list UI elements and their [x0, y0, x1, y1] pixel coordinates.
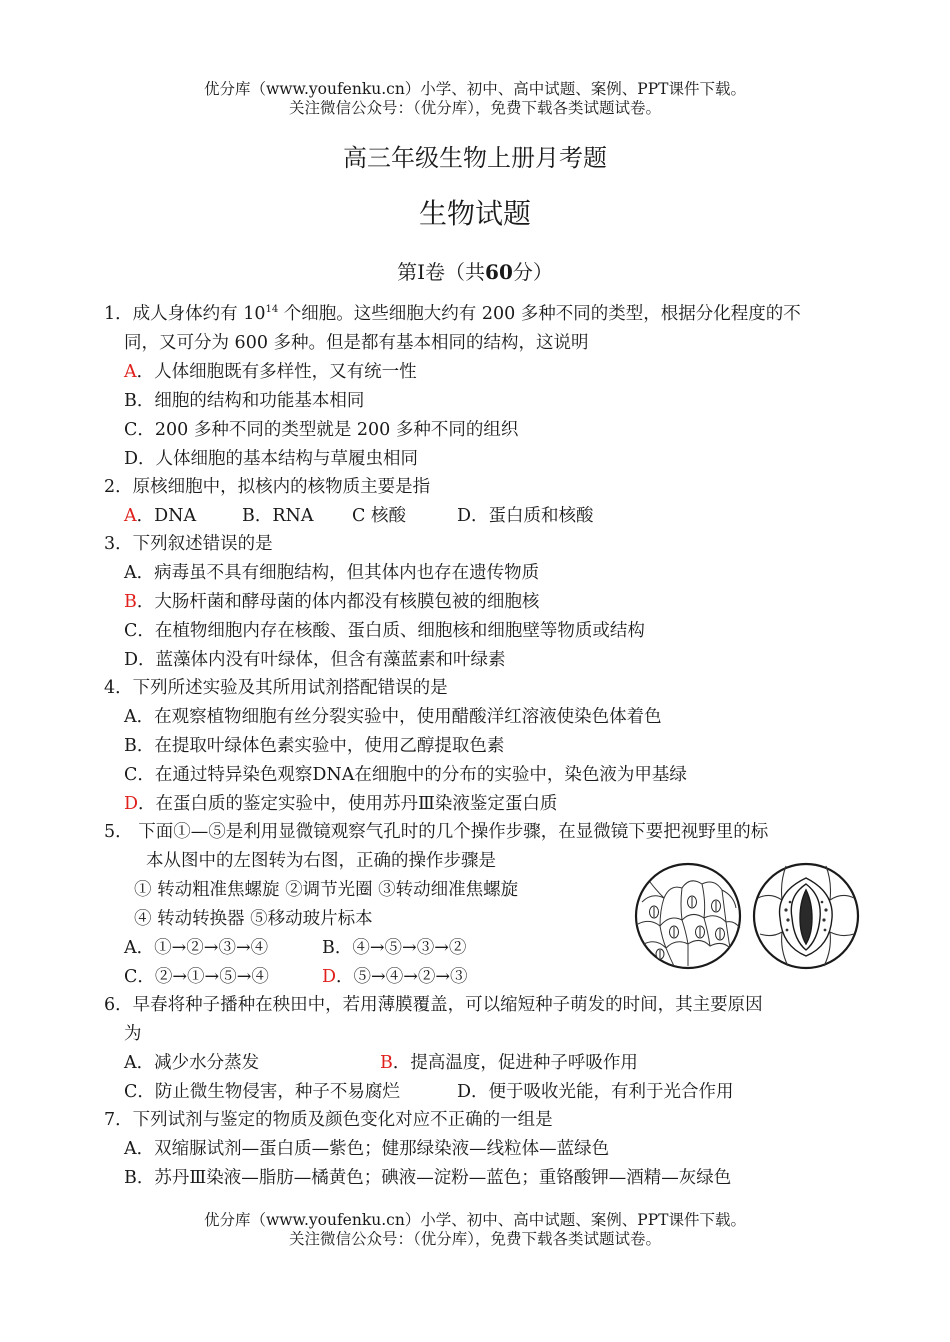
option-letter: B	[124, 391, 137, 411]
option-letter: A	[124, 1053, 137, 1073]
q1-stem-line1	[104, 300, 801, 325]
option-text: ．病毒虽不具有细胞结构，但其体内也存在遗传物质	[136, 563, 540, 583]
option-letter: A	[124, 1139, 137, 1159]
option-letter: C	[124, 967, 138, 987]
option-letter: C	[124, 621, 138, 641]
option-text: ．④→⑤→③→②	[334, 938, 467, 958]
microscope-figure	[630, 862, 860, 970]
option-letter: A	[124, 506, 137, 526]
section-title	[0, 256, 950, 285]
option-letter: B	[124, 1168, 137, 1188]
q5-option-c	[124, 963, 269, 988]
q5-stem-line1: 5． 下面①—⑤是利用显微镜观察气孔时的几个操作步骤，在显微镜下要把视野里的标	[104, 822, 769, 842]
low-power-view	[636, 864, 740, 968]
q5-option-b	[322, 934, 466, 959]
option-letter: A	[124, 938, 137, 958]
option-text: ．防止微生物侵害，种子不易腐烂	[137, 1082, 400, 1102]
option-letter: A	[124, 707, 137, 727]
option-letter: B	[124, 736, 137, 756]
option-text: ．在植物细胞内存在核酸、蛋白质、细胞核和细胞壁等物质或结构	[137, 621, 645, 641]
option-text: ．RNA	[254, 506, 314, 526]
q5-option-a	[124, 934, 268, 959]
q1-option-b	[124, 387, 364, 412]
option-letter: D	[322, 967, 337, 987]
q1-text-a: 1．成人身体约有 10	[104, 304, 266, 324]
option-text: ．DNA	[136, 506, 197, 526]
q4-option-a	[124, 703, 662, 728]
option-text: ．人体细胞的基本结构与草履虫相同	[138, 449, 419, 469]
exam-title: 高三年级生物上册月考题	[343, 144, 607, 172]
q5-option-d	[322, 963, 468, 988]
q1-stem-line2: 同，又可分为 600 多种。但是都有基本相同的结构，这说明	[124, 333, 589, 353]
option-text: ．①→②→③→④	[136, 938, 269, 958]
option-letter: B	[322, 938, 335, 958]
option-text: ．在蛋白质的鉴定实验中，使用苏丹Ⅲ染液鉴定蛋白质	[138, 794, 558, 814]
q4-option-d	[124, 790, 557, 815]
q5-stem-line2: 本从图中的左图转为右图，正确的操作步骤是	[146, 851, 496, 871]
q6-option-c	[124, 1078, 400, 1103]
option-text: ．双缩脲试剂—蛋白质—紫色；健那绿染液—线粒体—蓝绿色	[136, 1139, 610, 1159]
option-letter: C	[124, 765, 138, 785]
q4-option-c	[124, 761, 687, 786]
option-text: ．便于吸收光能，有利于光合作用	[471, 1082, 734, 1102]
option-text: ．大肠杆菌和酵母菌的体内都没有核膜包被的细胞核	[136, 592, 540, 612]
q2-option-a	[124, 502, 196, 527]
option-text: ．蓝藻体内没有叶绿体，但含有藻蓝素和叶绿素	[138, 650, 506, 670]
q3-option-a	[124, 559, 539, 584]
footer-line-2: 关注微信公众号：（优分库），免费下载各类试题试卷。	[288, 1230, 661, 1248]
q2-option-b	[242, 502, 314, 527]
q6-stem-line2: 为	[124, 1024, 142, 1044]
option-text: ．人体细胞既有多样性，又有统一性	[136, 362, 417, 382]
q7-option-a	[124, 1135, 609, 1160]
option-letter: C	[124, 420, 138, 440]
q1-exponent: 14	[265, 304, 279, 316]
option-letter: C	[124, 1082, 138, 1102]
q3-stem: 3．下列叙述错误的是	[104, 534, 273, 554]
section-suffix: 分）	[512, 260, 553, 284]
option-text: ．细胞的结构和功能基本相同	[136, 391, 365, 411]
q1-option-d	[124, 445, 418, 470]
q4-option-b	[124, 732, 504, 757]
q7-stem: 7．下列试剂与鉴定的物质及颜色变化对应不正确的一组是	[104, 1110, 553, 1130]
q5-steps-line2: ④ 转动转换器 ⑤移动玻片标本	[134, 909, 373, 929]
option-letter: B	[242, 506, 255, 526]
subject-title: 生物试题	[418, 197, 531, 230]
q2-option-c	[352, 502, 406, 527]
option-letter: D	[124, 650, 139, 670]
q6-stem-line1: 6．早春将种子播种在秧田中，若用薄膜覆盖，可以缩短种子萌发的时间，其主要原因	[104, 995, 763, 1015]
q3-option-c	[124, 617, 645, 642]
option-text: ．在通过特异染色观察DNA在细胞中的分布的实验中，染色液为甲基绿	[137, 765, 687, 785]
header-line-1: 优分库（www.youfenku.cn）小学、初中、高中试题、案例、PPT课件下载。	[203, 80, 747, 98]
q6-option-b	[380, 1049, 638, 1074]
q3-option-b	[124, 588, 539, 613]
header-line-2: 关注微信公众号：（优分库），免费下载各类试题试卷。	[288, 99, 661, 117]
q4-stem: 4．下列所述实验及其所用试剂搭配错误的是	[104, 678, 448, 698]
q1-option-c	[124, 416, 518, 441]
option-text: ．在观察植物细胞有丝分裂实验中，使用醋酸洋红溶液使染色体着色	[136, 707, 662, 727]
option-text: ．200 多种不同的类型就是 200 多种不同的组织	[137, 420, 519, 440]
option-letter: B	[124, 592, 137, 612]
option-text: ．⑤→④→②→③	[336, 967, 468, 987]
section-prefix: 第Ⅰ卷（共	[397, 260, 486, 284]
q3-option-d	[124, 646, 506, 671]
option-text: ．提高温度，促进种子呼吸作用	[392, 1053, 638, 1073]
option-text: ．苏丹Ⅲ染液—脂肪—橘黄色；碘液—淀粉—蓝色；重铬酸钾—酒精—灰绿色	[136, 1168, 732, 1188]
option-text: ．②→①→⑤→④	[137, 967, 269, 987]
high-power-view	[754, 864, 858, 968]
q2-option-d	[457, 502, 594, 527]
option-letter: D	[457, 1082, 472, 1102]
q2-stem: 2．原核细胞中，拟核内的核物质主要是指	[104, 477, 431, 497]
option-letter: D	[124, 794, 139, 814]
q6-option-a	[124, 1049, 259, 1074]
q7-option-b	[124, 1164, 731, 1189]
option-letter: A	[124, 362, 137, 382]
option-letter: C	[352, 506, 366, 526]
option-text: 核酸	[365, 506, 406, 526]
section-score: 60	[485, 260, 513, 284]
q6-option-d	[457, 1078, 734, 1103]
q1-option-a	[124, 358, 417, 383]
option-letter: D	[124, 449, 139, 469]
q5-steps-line1: ① 转动粗准焦螺旋 ②调节光圈 ③转动细准焦螺旋	[134, 880, 519, 900]
footer-line-1: 优分库（www.youfenku.cn）小学、初中、高中试题、案例、PPT课件下载。	[203, 1211, 747, 1229]
option-letter: A	[124, 563, 137, 583]
option-text: ．蛋白质和核酸	[471, 506, 594, 526]
option-letter: B	[380, 1053, 393, 1073]
q1-text-b: 个细胞。这些细胞大约有 200 多种不同的类型，根据分化程度的不	[278, 304, 801, 324]
option-text: ．减少水分蒸发	[136, 1053, 260, 1073]
option-letter: D	[457, 506, 472, 526]
option-text: ．在提取叶绿体色素实验中，使用乙醇提取色素	[136, 736, 505, 756]
